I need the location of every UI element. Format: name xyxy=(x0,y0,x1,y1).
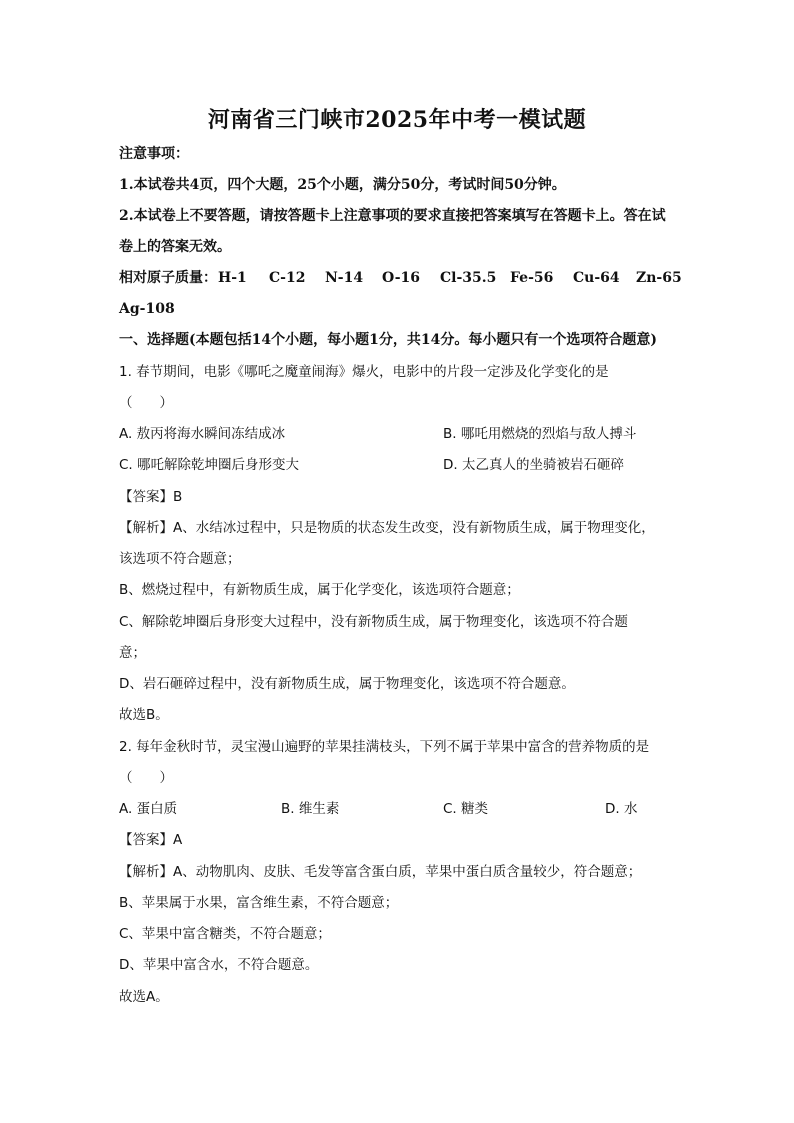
question-1-analysis-line: D、岩石砸碎过程中，没有新物质生成，属于物理变化，该选项不符合题意。 xyxy=(119,676,575,692)
question-2-option-a: A. 蛋白质 xyxy=(119,801,178,817)
exam-title: 河南省三门峡市2025年中考一模试题 xyxy=(207,107,587,133)
notice-item-2b: 卷上的答案无效。 xyxy=(119,239,231,255)
notice-item-1: 1.本试卷共4页，四个大题，25个小题，满分50分，考试时间50分钟。 xyxy=(119,177,566,193)
atomic-mass-item: N-14 xyxy=(325,270,364,286)
atomic-mass-item: O-16 xyxy=(382,270,421,286)
question-1-analysis-line: C、解除乾坤圈后身形变大过程中，没有新物质生成，属于物理变化，该选项不符合题 xyxy=(119,614,628,630)
question-2-analysis-line: 故选A。 xyxy=(119,989,169,1005)
atomic-mass-item: Zn-65 xyxy=(636,270,682,286)
atomic-mass-label: 相对原子质量： xyxy=(119,270,217,286)
notice-heading: 注意事项： xyxy=(119,146,189,162)
atomic-mass-item: Cu-64 xyxy=(573,270,620,286)
question-2-answer: 【答案】A xyxy=(119,832,183,848)
question-1-stem: 1. 春节期间，电影《哪吒之魔童闹海》爆火，电影中的片段一定涉及化学变化的是 xyxy=(119,364,609,380)
question-2-option-c: C. 糖类 xyxy=(443,801,489,817)
atomic-mass-item: Cl-35.5 xyxy=(440,270,497,286)
question-1-paren: （ ） xyxy=(119,395,173,411)
section-heading: 一、选择题(本题包括14个小题，每小题1分，共14分。每小题只有一个选项符合题意) xyxy=(119,332,657,348)
question-1-analysis-line: 故选B。 xyxy=(119,707,169,723)
question-1-analysis-line: 该选项不符合题意； xyxy=(119,551,241,567)
question-2-option-b: B. 维生素 xyxy=(281,801,340,817)
question-1-option-d: D. 太乙真人的坐骑被岩石砸碎 xyxy=(443,457,624,473)
question-1-option-b: B. 哪吒用燃烧的烈焰与敌人搏斗 xyxy=(443,426,637,442)
question-1-analysis-line: 意； xyxy=(119,645,146,661)
question-2-analysis-line: 【解析】A、动物肌肉、皮肤、毛发等富含蛋白质，苹果中蛋白质含量较少，符合题意； xyxy=(119,864,642,880)
question-1-answer: 【答案】B xyxy=(119,489,183,505)
atomic-mass-item: C-12 xyxy=(269,270,306,286)
question-2-analysis-line: D、苹果中富含水，不符合题意。 xyxy=(119,957,319,973)
question-2-stem: 2. 每年金秋时节，灵宝漫山遍野的苹果挂满枝头，下列不属于苹果中富含的营养物质的是 xyxy=(119,739,650,755)
question-2-analysis-line: C、苹果中富含糖类，不符合题意； xyxy=(119,926,331,942)
question-1-analysis-line: B、燃烧过程中，有新物质生成，属于化学变化，该选项符合题意； xyxy=(119,582,520,598)
question-2-option-d: D. 水 xyxy=(605,801,638,817)
notice-item-2a: 2.本试卷上不要答题，请按答题卡上注意事项的要求直接把答案填写在答题卡上。答在试 xyxy=(119,208,666,224)
atomic-mass-item: H-1 xyxy=(218,270,247,286)
question-2-analysis-line: B、苹果属于水果，富含维生素，不符合题意； xyxy=(119,895,399,911)
atomic-mass-item: Fe-56 xyxy=(510,270,554,286)
question-1-analysis-line: 【解析】A、水结冰过程中，只是物质的状态发生改变，没有新物质生成，属于物理变化， xyxy=(119,520,655,536)
question-2-paren: （ ） xyxy=(119,770,173,786)
question-1-option-a: A. 敖丙将海水瞬间冻结成冰 xyxy=(119,426,286,442)
atomic-mass-item: Ag-108 xyxy=(119,301,175,317)
question-1-option-c: C. 哪吒解除乾坤圈后身形变大 xyxy=(119,457,300,473)
